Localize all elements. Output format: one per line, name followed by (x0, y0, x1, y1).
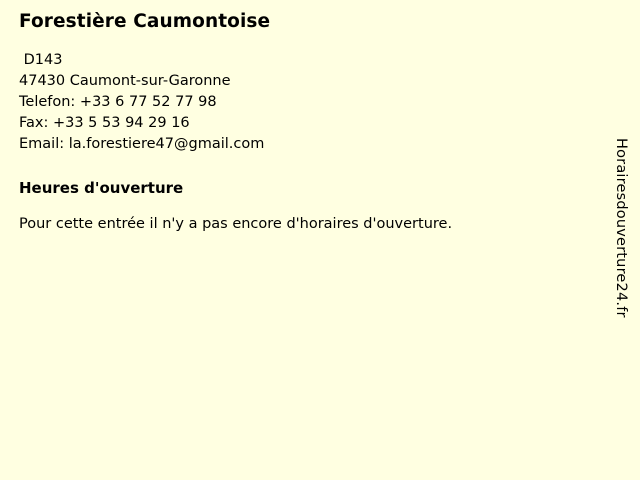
opening-hours-heading: Heures d'ouverture (19, 179, 184, 197)
address-line-city: 47430 Caumont-sur-Garonne (19, 73, 231, 89)
listing-content (19, 10, 599, 235)
contact-fax: Fax: +33 5 53 94 29 16 (19, 115, 190, 131)
opening-hours-message: Pour cette entrée il n'y a pas encore d'horaires d'ouverture. (19, 216, 453, 232)
brand-watermark: Horairesdouverture24.fr (613, 138, 629, 318)
contact-phone: Telefon: +33 6 77 52 77 98 (19, 94, 217, 110)
contact-email: Email: la.forestiere47@gmail.com (19, 136, 265, 152)
address-line-street: D143 (19, 52, 63, 68)
page-title: Forestière Caumontoise (19, 11, 271, 32)
